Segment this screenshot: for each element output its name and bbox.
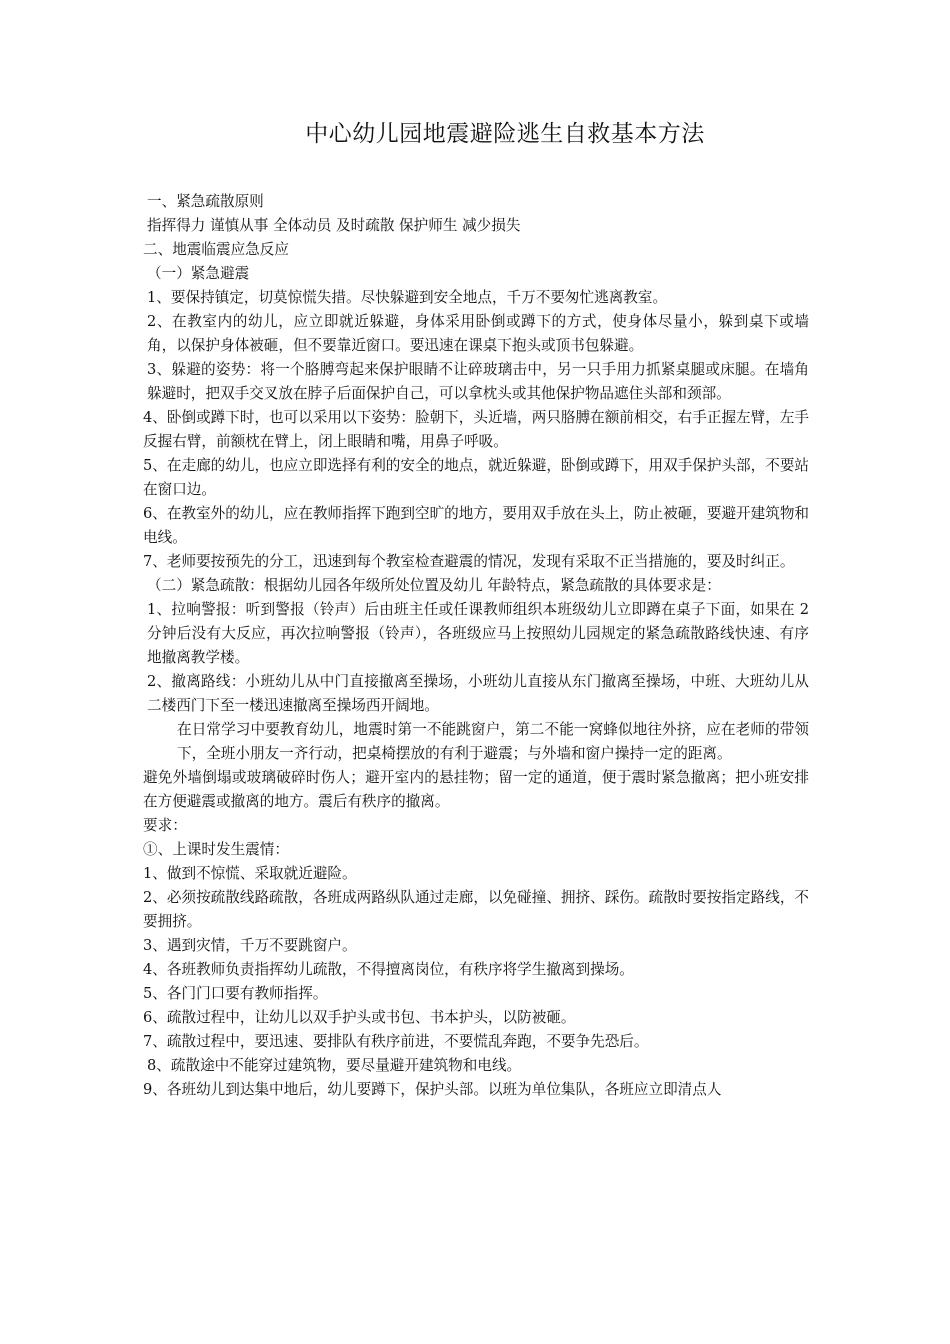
document-title: 中心幼儿园地震避险逃生自救基本方法 xyxy=(305,121,705,147)
paragraph: 6、在教室外的幼儿，应在教师指挥下跑到空旷的地方，要用双手放在头上，防止被砸，要避开建筑物和电线。 xyxy=(143,505,810,546)
paragraph: 5、各门门口要有教师指挥。 xyxy=(143,985,328,1002)
paragraph: 1、拉响警报：听到警报（铃声）后由班主任或任课教师组织本班级幼儿立即蹲在桌子下面，如果在 2 分钟后没有大反应，再次拉响警报（铃声），各班级应马上按照幼儿园规定的紧急疏散路线快速、有序地撤离教学楼。 xyxy=(147,601,809,666)
paragraph: 5、在走廊的幼儿，也应立即选择有利的安全的地点，就近躲避，卧倒或蹲下，用双手保护头部，不要站在窗口边。 xyxy=(143,457,810,498)
paragraph: ①、上课时发生震情： xyxy=(143,841,289,858)
paragraph: 3、躲避的姿势：将一个胳膊弯起来保护眼睛不让碎玻璃击中，另一只手用力抓紧桌腿或床腿。在墙角躲避时，把双手交叉放在脖子后面保护自己，可以拿枕头或其他保护物品遮住头部和颈部。 xyxy=(147,361,809,402)
paragraph: 1、要保持镇定，切莫惊慌失措。尽快躲避到安全地点，千万不要匆忙逃离教室。 xyxy=(147,289,668,306)
paragraph: 在日常学习中要教育幼儿，地震时第一不能跳窗户，第二不能一窝蜂似地往外挤，应在老师的带领下，全班小朋友一齐行动，把桌椅摆放的有利于避震；与外墙和窗户操持一定的距离。 xyxy=(177,721,809,762)
paragraph: （一）紧急避震 xyxy=(147,265,250,282)
document-body xyxy=(143,190,809,1102)
paragraph: 一、紧急疏散原则 xyxy=(147,193,264,210)
paragraph: 7、老师要按预先的分工，迅速到每个教室检查避震的情况，发现有采取不正当措施的，要及时纠正。 xyxy=(143,553,795,570)
paragraph: 8、疏散途中不能穿过建筑物，要尽量避开建筑物和电线。 xyxy=(147,1057,522,1074)
paragraph: 4、各班教师负责指挥幼儿疏散，不得擅离岗位，有秩序将学生撤离到操场。 xyxy=(143,961,634,978)
paragraph: 3、遇到灾情，千万不要跳窗户。 xyxy=(143,937,357,954)
paragraph: 9、各班幼儿到达集中地后，幼儿要蹲下，保护头部。以班为单位集队，各班应立即清点人 xyxy=(143,1081,722,1098)
paragraph: 避免外墙倒塌或玻璃破碎时伤人；避开室内的悬挂物；留一定的通道，便于震时紧急撤离；把小班安排在方便避震或撤离的地方。震后有秩序的撤离。 xyxy=(143,769,809,810)
paragraph: 二、地震临震应急反应 xyxy=(143,241,289,258)
paragraph: 4、卧倒或蹲下时，也可以采用以下姿势：脸朝下，头近墙，两只胳膊在额前相交，右手正握左臂，左手反握右臂，前额枕在臂上，闭上眼睛和嘴，用鼻子呼吸。 xyxy=(143,409,810,450)
paragraph: 要求： xyxy=(143,817,187,834)
paragraph: 6、疏散过程中，让幼儿以双手护头或书包、书本护头，以防被砸。 xyxy=(143,1009,576,1026)
paragraph: 7、疏散过程中，要迅速、要排队有秩序前进，不要慌乱奔跑，不要争先恐后。 xyxy=(143,1033,649,1050)
paragraph: 2、在教室内的幼儿，应立即就近躲避，身体采用卧倒或蹲下的方式，使身体尽量小，躲到桌下或墙角，以保护身体被砸，但不要靠近窗口。要迅速在课桌下抱头或顶书包躲避。 xyxy=(147,313,809,354)
paragraph: 2、撤离路线：小班幼儿从中门直接撤离至操场，小班幼儿直接从东门撤离至操场，中班、大班幼儿从二楼西门下至一楼迅速撤离至操场西开阔地。 xyxy=(147,673,809,714)
paragraph: （二）紧急疏散：根据幼儿园各年级所处位置及幼儿 年龄特点，紧急疏散的具体要求是： xyxy=(147,577,721,594)
paragraph: 1、做到不惊慌、采取就近避险。 xyxy=(143,865,357,882)
paragraph: 指挥得力 谨慎从事 全体动员 及时疏散 保护师生 减少损失 xyxy=(147,217,521,234)
paragraph: 2、必须按疏散线路疏散，各班成两路纵队通过走廊，以免碰撞、拥挤、踩伤。疏散时要按指定路线，不要拥挤。 xyxy=(143,889,810,930)
